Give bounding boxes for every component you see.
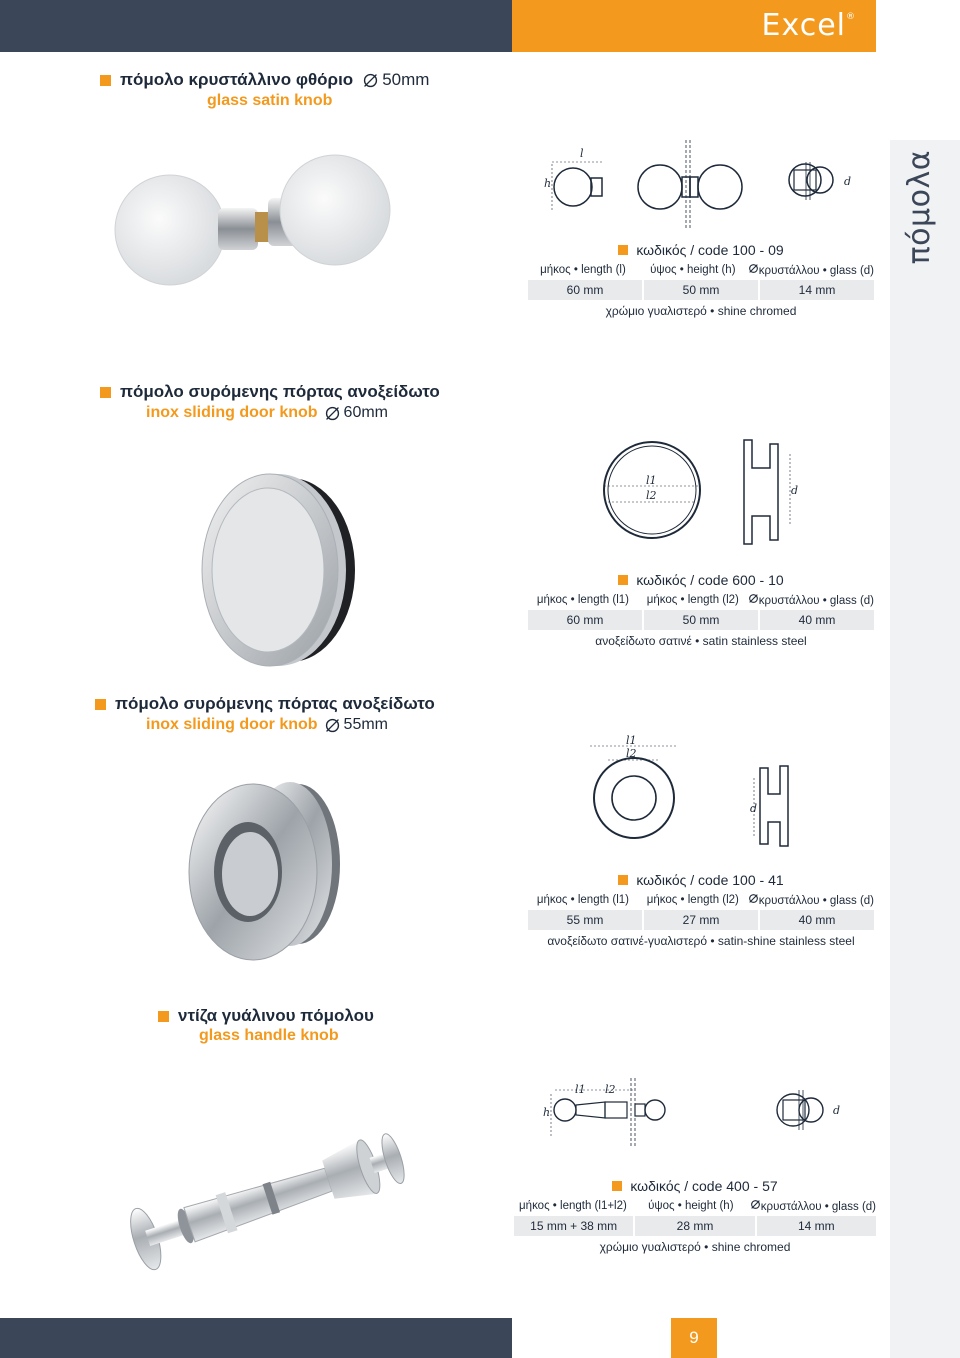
spec-values: 15 mm + 38 mm 28 mm 14 mm [514,1216,876,1236]
product-1-photo [110,150,410,300]
product-3-subtitle: inox sliding door knob 55mm [146,716,388,733]
product-2-diagram [598,434,808,546]
diameter-icon [748,263,759,274]
bullet-square-icon [618,575,628,585]
product-4-subtitle: glass handle knob [199,1027,339,1044]
bullet-square-icon [612,1181,622,1191]
product-finish: χρώμιο γυαλιστερό • shine chromed [599,1240,791,1254]
product-1-title: πόμολο κρυστάλλινο φθόριο 50mm [100,70,429,90]
svg-text:d: d [844,175,852,188]
spec-headers: μήκος • length (l1) μήκος • length (l2) κρυστάλλου • glass (d) [536,894,875,907]
spec-values: 60 mm 50 mm 40 mm [528,610,874,630]
product-4-title: ντίζα γυάλινου πόμολου [158,1006,374,1026]
spec-values: 55 mm 27 mm 40 mm [528,910,874,930]
product-finish: ανοξείδωτο σατινέ-γυαλιστερό • satin-shine stainless steel [547,934,855,948]
svg-text:l1: l1 [646,474,657,487]
product-1-diagram [530,140,870,230]
spec-headers: μήκος • length (l1) μήκος • length (l2) κρυστάλλου • glass (d) [536,594,875,607]
product-2-title: πόμολο συρόμενης πόρτας ανοξείδωτο [100,382,440,402]
svg-text:d: d [833,1104,841,1117]
side-tab [890,140,960,1358]
spec-headers: μήκος • length (l1+l2) ύψος • height (h) κρυστάλλου • glass (d) [519,1200,877,1213]
footer-bar [0,1318,512,1358]
svg-text:l2: l2 [605,1083,616,1096]
product-3-spec [528,870,874,952]
svg-text:l1: l1 [575,1083,586,1096]
glass-header: κρυστάλλου • glass (d) [748,593,874,607]
product-finish: χρώμιο γυαλιστερό • shine chromed [605,304,797,318]
svg-text:d: d [750,802,758,815]
svg-text:l2: l2 [626,747,637,760]
product-3-title: πόμολο συρόμενης πόρτας ανοξείδωτο [95,694,435,714]
bullet-square-icon [158,1011,169,1022]
product-3-photo [178,768,358,968]
product-code: κωδικός / code 100 - 09 [528,240,874,260]
svg-text:d: d [791,484,799,497]
product-2-photo [180,470,370,670]
product-4-photo [100,1080,430,1310]
glass-header: κρυστάλλου • glass (d) [748,263,874,277]
diameter-icon [750,1199,761,1210]
bullet-square-icon [95,699,106,710]
product-finish: ανοξείδωτο σατινέ • satin stainless steel [595,634,807,648]
header-bar-dark [0,0,512,52]
svg-text:l: l [580,147,584,160]
product-1-subtitle: glass satin knob [207,92,333,109]
diameter-icon [362,72,379,89]
diameter-icon [748,593,759,604]
svg-text:l1: l1 [626,734,637,747]
diameter-icon [324,405,341,422]
bullet-square-icon [100,75,111,86]
header-bar-brand [512,0,876,52]
product-4-diagram [535,1078,855,1148]
glass-header: κρυστάλλου • glass (d) [748,893,874,907]
glass-header: κρυστάλλου • glass (d) [750,1199,876,1213]
spec-values: 60 mm 50 mm 14 mm [528,280,874,300]
product-1-spec [528,240,874,322]
brand-logo: Excel® [761,8,856,43]
bullet-square-icon [618,245,628,255]
svg-text:h: h [544,177,552,190]
product-2-spec [528,570,874,652]
product-2-subtitle: inox sliding door knob 60mm [146,404,388,421]
bullet-square-icon [618,875,628,885]
diameter-icon [748,893,759,904]
diameter-icon [324,717,341,734]
page-number: 9 [671,1318,717,1358]
product-code: κωδικός / code 400 - 57 [514,1176,876,1196]
product-code: κωδικός / code 100 - 41 [528,870,874,890]
bullet-square-icon [100,387,111,398]
svg-text:h: h [543,1106,551,1119]
product-4-spec [514,1176,876,1258]
svg-text:l2: l2 [646,489,657,502]
product-3-diagram [578,728,818,848]
product-code: κωδικός / code 600 - 10 [528,570,874,590]
spec-headers: μήκος • length (l) ύψος • height (h) κρυστάλλου • glass (d) [540,264,875,277]
side-category-label: πόμολα [902,150,937,265]
